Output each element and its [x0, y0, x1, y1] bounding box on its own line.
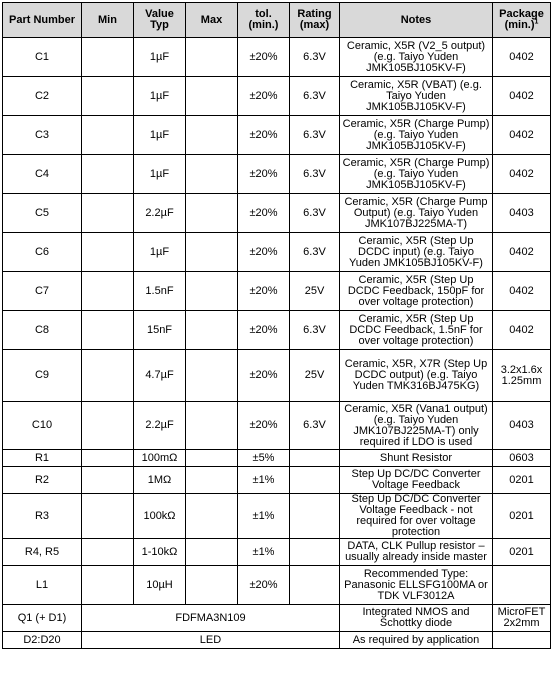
header-tol [238, 3, 290, 38]
cell-package: 3.2x1.6x 1.25mm [493, 350, 551, 402]
cell-part-number: C10 [3, 402, 82, 450]
cell-package: 0402 [493, 116, 551, 155]
cell-max [186, 194, 238, 233]
cell-part-number: C6 [3, 233, 82, 272]
cell-max [186, 155, 238, 194]
cell-value-typ: 100kΩ [134, 494, 186, 539]
table-row [3, 467, 551, 494]
cell-part-number: C1 [3, 38, 82, 77]
cell-min [82, 38, 134, 77]
table-row [3, 350, 551, 402]
table-row [3, 272, 551, 311]
header-max: Max [186, 3, 238, 38]
cell-tolerance: ±20% [238, 194, 290, 233]
cell-rating: 25V [290, 350, 340, 402]
table-row [3, 566, 551, 605]
cell-tolerance: ±20% [238, 566, 290, 605]
cell-value-typ: 1µF [134, 77, 186, 116]
cell-min [82, 272, 134, 311]
cell-value-typ: 1-10kΩ [134, 539, 186, 566]
cell-min [82, 402, 134, 450]
cell-min [82, 566, 134, 605]
cell-part-number: R3 [3, 494, 82, 539]
cell-rating [290, 450, 340, 467]
cell-min [82, 155, 134, 194]
cell-notes: Ceramic, X5R (VBAT) (e.g. Taiyo Yuden JMK105BJ105KV-F) [340, 77, 493, 116]
table-row [3, 116, 551, 155]
cell-part-number: C3 [3, 116, 82, 155]
cell-part-number: C9 [3, 350, 82, 402]
cell-min [82, 467, 134, 494]
cell-max [186, 450, 238, 467]
cell-max [186, 566, 238, 605]
header-min: Min [82, 3, 134, 38]
cell-rating: 6.3V [290, 233, 340, 272]
cell-part-number: C4 [3, 155, 82, 194]
cell-package: 0603 [493, 450, 551, 467]
cell-notes: Ceramic, X5R (Charge Pump) (e.g. Taiyo Yuden JMK105BJ105KV-F) [340, 155, 493, 194]
cell-tolerance: ±1% [238, 467, 290, 494]
cell-value-typ: 1µF [134, 116, 186, 155]
cell-rating: 6.3V [290, 311, 340, 350]
cell-min [82, 194, 134, 233]
cell-min [82, 494, 134, 539]
cell-rating [290, 494, 340, 539]
cell-package: 0201 [493, 539, 551, 566]
cell-value-typ: 1µF [134, 155, 186, 194]
cell-tolerance: ±20% [238, 116, 290, 155]
cell-package: 0402 [493, 311, 551, 350]
cell-package: MicroFET 2x2mm [493, 605, 551, 632]
cell-notes: Ceramic, X5R (Charge Pump Output) (e.g. Taiyo Yuden JMK107BJ225MA-T) [340, 194, 493, 233]
cell-tolerance: ±20% [238, 233, 290, 272]
header-tol-label: tol. [255, 8, 272, 20]
cell-package: 0201 [493, 467, 551, 494]
cell-rating: 6.3V [290, 38, 340, 77]
cell-max [186, 77, 238, 116]
cell-rating: 6.3V [290, 155, 340, 194]
cell-notes: As required by application [340, 632, 493, 649]
table-row [3, 311, 551, 350]
cell-min [82, 350, 134, 402]
table-row [3, 632, 551, 649]
header-rating-label: Rating [297, 8, 332, 20]
components-table [2, 2, 551, 649]
cell-max [186, 539, 238, 566]
cell-value-typ: 2.2µF [134, 402, 186, 450]
cell-rating: 6.3V [290, 402, 340, 450]
cell-tolerance: ±20% [238, 402, 290, 450]
cell-max [186, 494, 238, 539]
cell-max [186, 350, 238, 402]
cell-package: 0403 [493, 194, 551, 233]
cell-notes: Ceramic, X5R (Charge Pump) (e.g. Taiyo Yuden JMK105BJ105KV-F) [340, 116, 493, 155]
cell-min [82, 539, 134, 566]
cell-tolerance: ±20% [238, 77, 290, 116]
cell-tolerance: ±1% [238, 494, 290, 539]
cell-min [82, 77, 134, 116]
table-row [3, 155, 551, 194]
cell-package: 0402 [493, 155, 551, 194]
cell-tolerance: ±5% [238, 450, 290, 467]
cell-part-number: C7 [3, 272, 82, 311]
cell-value-typ: 4.7µF [134, 350, 186, 402]
cell-min [82, 116, 134, 155]
cell-rating [290, 566, 340, 605]
cell-part-number: Q1 (+ D1) [3, 605, 82, 632]
cell-package: 0201 [493, 494, 551, 539]
cell-tolerance: ±20% [238, 272, 290, 311]
cell-notes: Recommended Type: Panasonic ELLSFG100MA or TDK VLF3012A [340, 566, 493, 605]
cell-rating: 6.3V [290, 116, 340, 155]
cell-tolerance: ±1% [238, 539, 290, 566]
header-package-footnote: 1 [534, 18, 539, 26]
cell-notes: Integrated NMOS and Schottky diode [340, 605, 493, 632]
table-row [3, 77, 551, 116]
header-typ-label: Typ [150, 19, 169, 31]
cell-tolerance: ±20% [238, 350, 290, 402]
cell-notes: Ceramic, X5R (Vana1 output) (e.g. Taiyo Yuden JMK107BJ225MA-T) only required if LDO is used [340, 402, 493, 450]
header-value-label: Value [145, 8, 174, 20]
cell-notes: Shunt Resistor [340, 450, 493, 467]
cell-max [186, 311, 238, 350]
cell-package: 0402 [493, 77, 551, 116]
header-rating-sub: (max) [299, 19, 330, 31]
cell-value-typ: 1.5nF [134, 272, 186, 311]
header-package-sub: (min.) [504, 19, 535, 31]
cell-part-number: C8 [3, 311, 82, 350]
cell-tolerance: ±20% [238, 38, 290, 77]
cell-rating [290, 467, 340, 494]
cell-notes: Ceramic, X5R (Step Up DCDC input) (e.g. Taiyo Yuden JMK105BJ105KV-F) [340, 233, 493, 272]
header-value [134, 3, 186, 38]
cell-rating: 6.3V [290, 194, 340, 233]
header-tol-sub: (min.) [248, 19, 279, 31]
cell-value-typ: 2.2µF [134, 194, 186, 233]
cell-notes: Ceramic, X5R, X7R (Step Up DCDC output) (e.g. Taiyo Yuden TMK316BJ475KG) [340, 350, 493, 402]
cell-value-typ: 100mΩ [134, 450, 186, 467]
cell-package: 0403 [493, 402, 551, 450]
cell-tolerance: ±20% [238, 311, 290, 350]
cell-notes: Ceramic, X5R (Step Up DCDC Feedback, 150pF for over voltage protection) [340, 272, 493, 311]
cell-rating: 25V [290, 272, 340, 311]
cell-package: 0402 [493, 272, 551, 311]
cell-min [82, 450, 134, 467]
cell-part-number: C5 [3, 194, 82, 233]
cell-package [493, 566, 551, 605]
table-row [3, 402, 551, 450]
table-row [3, 38, 551, 77]
cell-max [186, 38, 238, 77]
cell-value-typ: 1µF [134, 233, 186, 272]
cell-value-typ: 10µH [134, 566, 186, 605]
cell-part-number: D2:D20 [3, 632, 82, 649]
cell-part-number: R4, R5 [3, 539, 82, 566]
header-rating [290, 3, 340, 38]
cell-min [82, 311, 134, 350]
cell-part-number: R1 [3, 450, 82, 467]
cell-max [186, 272, 238, 311]
header-row [3, 3, 551, 38]
header-package [493, 3, 551, 38]
cell-max [186, 402, 238, 450]
cell-value-typ: 1µF [134, 38, 186, 77]
cell-notes: Ceramic, X5R (Step Up DCDC Feedback, 1.5nF for over voltage protection) [340, 311, 493, 350]
cell-part-number: C2 [3, 77, 82, 116]
header-package-label: Package [499, 8, 544, 20]
cell-notes: Step Up DC/DC Converter Voltage Feedback - not required for over voltage protection [340, 494, 493, 539]
cell-value-typ: 15nF [134, 311, 186, 350]
cell-notes: Ceramic, X5R (V2_5 output) (e.g. Taiyo Yuden JMK105BJ105KV-F) [340, 38, 493, 77]
cell-package: 0402 [493, 233, 551, 272]
table-row [3, 605, 551, 632]
cell-notes: Step Up DC/DC Converter Voltage Feedback [340, 467, 493, 494]
cell-value-merged: LED [82, 632, 340, 649]
table-row [3, 450, 551, 467]
cell-package: 0402 [493, 38, 551, 77]
cell-max [186, 116, 238, 155]
table-row [3, 494, 551, 539]
header-notes: Notes [340, 3, 493, 38]
cell-part-number: L1 [3, 566, 82, 605]
cell-max [186, 467, 238, 494]
cell-rating [290, 539, 340, 566]
cell-max [186, 233, 238, 272]
table-row [3, 539, 551, 566]
cell-value-typ: 1MΩ [134, 467, 186, 494]
cell-min [82, 233, 134, 272]
cell-rating: 6.3V [290, 77, 340, 116]
cell-package [493, 632, 551, 649]
cell-notes: DATA, CLK Pullup resistor – usually already inside master [340, 539, 493, 566]
table-row [3, 233, 551, 272]
table-row [3, 194, 551, 233]
cell-part-number: R2 [3, 467, 82, 494]
header-part-number: Part Number [3, 3, 82, 38]
cell-value-merged: FDFMA3N109 [82, 605, 340, 632]
cell-tolerance: ±20% [238, 155, 290, 194]
